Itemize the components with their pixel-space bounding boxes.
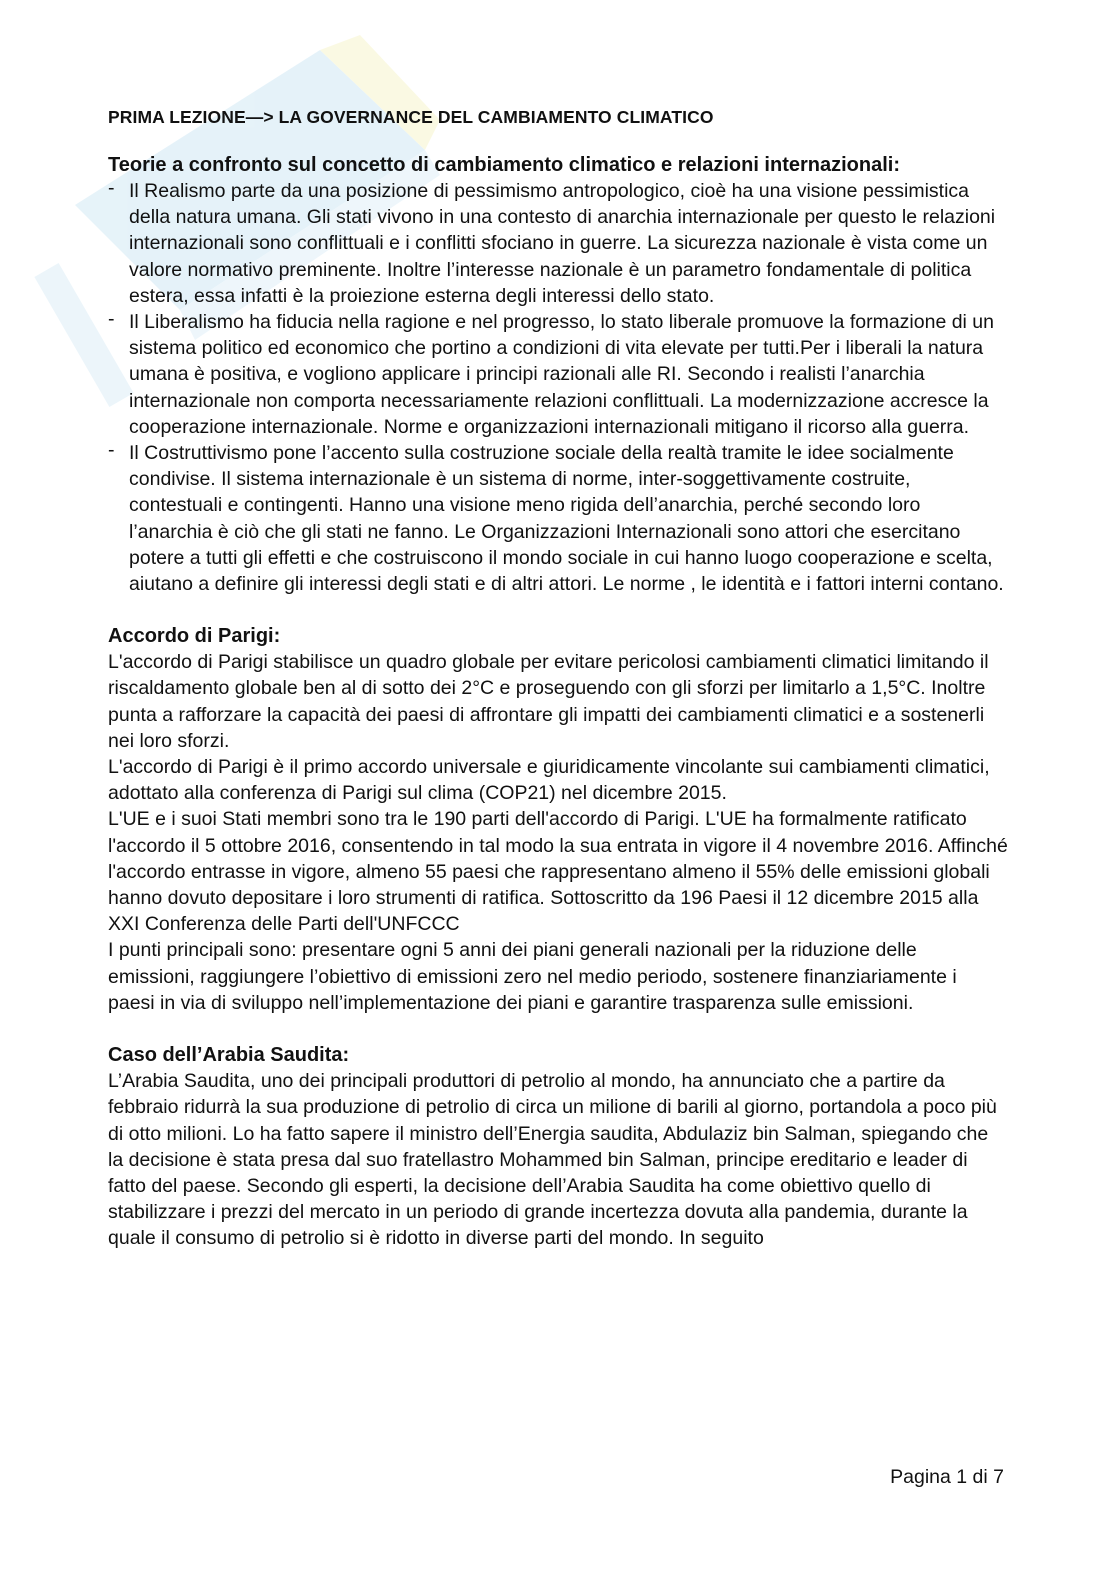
list-item bbox=[108, 309, 1008, 440]
paragraph: L'UE e i suoi Stati membri sono tra le 190 parti dell'accordo di Parigi. L'UE ha formalmente ratificato l'accordo il 5 ottobre 2016, consentendo in tal modo la sua entrata in vigore il 4 novembre 2016. Affinché l'accordo entrasse in vigore, almeno 55 paesi che rappresentano almeno il 55% delle emissioni globali hanno dovuto depositare i loro strumenti di ratifica. Sottoscritto da 196 Paesi il 12 dicembre 2015 alla XXI Conferenza delle Parti dell'UNFCCC bbox=[108, 808, 1008, 936]
section-heading-teorie: Teorie a confronto sul concetto di cambiamento climatico e relazioni internazionali: bbox=[108, 154, 900, 176]
dash-bullet-icon: - bbox=[108, 308, 115, 331]
section-heading-arabia: Caso dell’Arabia Saudita: bbox=[108, 1044, 350, 1067]
section-heading-parigi: Accordo di Parigi: bbox=[108, 625, 281, 648]
list-item-text: Il Costruttivismo pone l’accento sulla costruzione sociale della realtà tramite le idee socialmente condivise. Il sistema internazionale è un sistema di norme, inter-soggettivamente costruite, contestuali e contingenti. Hanno una visione meno rigida dell’anarchia, perché secondo loro l’anarchia è ciò che gli stati ne fanno. Le Organizzazioni Internazionali sono attori che esercitano potere a tutti gli effetti e che costruiscono il mondo sociale in cui hanno luogo cooperazione e scelta, aiutano a definire gli interessi degli stati e di altri attori. Le norme , le identità e i fattori interni contano. bbox=[129, 442, 1004, 596]
dash-bullet-icon: - bbox=[108, 177, 115, 199]
paragraph: L'accordo di Parigi è il primo accordo universale e giuridicamente vincolante sui cambiamenti climatici, adottato alla conferenza di Parigi sul clima (COP21) nel dicembre 2015. bbox=[108, 756, 990, 805]
page-title: PRIMA LEZIONE—> LA GOVERNANCE DEL CAMBIAMENTO CLIMATICO bbox=[108, 107, 714, 127]
paragraph: L'accordo di Parigi stabilisce un quadro globale per evitare pericolosi cambiamenti climatici limitando il riscaldamento globale ben al di sotto dei 2°C e proseguendo con gli sforzi per limitarlo a 1,5°C. Inoltre punta a rafforzare la capacità dei paesi di affrontare gli impatti dei cambiamenti climatici e a sostenerli nei loro sforzi. bbox=[108, 651, 989, 752]
page-number: Pagina 1 di 7 bbox=[890, 1466, 1004, 1488]
dash-bullet-icon: - bbox=[108, 439, 115, 462]
paragraph: I punti principali sono: presentare ogni 5 anni dei piani generali nazionali per la riduzione delle emissioni, raggiungere l’obiettivo di emissioni zero nel medio periodo, sostenere finanziariamente i paesi in via di sviluppo nell’implementazione dei piani e garantire trasparenza sulle emissioni. bbox=[108, 939, 957, 1014]
theories-list bbox=[108, 178, 1008, 597]
list-item bbox=[108, 440, 1008, 597]
document-page bbox=[108, 104, 1008, 1252]
list-item-text: Il Liberalismo ha fiducia nella ragione e nel progresso, lo stato liberale promuove la formazione di un sistema politico ed economico che portino a condizioni di vita elevate per tutti.Per i liberali la natura umana è positiva, e vogliono applicare i principi razionali alle RI. Secondo i realisti l’anarchia internazionale non comporta necessariamente relazioni conflittuali. La modernizzazione accresce la cooperazione internazionale. Norme e organizzazioni internazionali mitigano il ricorso alla guerra. bbox=[129, 311, 994, 438]
list-item bbox=[108, 178, 1008, 309]
paragraph: L’Arabia Saudita, uno dei principali produttori di petrolio al mondo, ha annunciato che a partire da febbraio ridurrà la sua produzione di petrolio di circa un milione di barili al giorno, portandola a poco più di otto milioni. Lo ha fatto sapere il ministro dell’Energia saudita, Abdulaziz bin Salman, spiegando che la decisione è stata presa dal suo fratellastro Mohammed bin Salman, principe ereditario e leader di fatto del paese. Secondo gli esperti, la decisione dell’Arabia Saudita ha come obiettivo quello di stabilizzare i prezzi del mercato in un periodo di grande incertezza dovuta alla pandemia, durante la quale il consumo di petrolio si è ridotto in diverse parti del mondo. In seguito bbox=[108, 1070, 997, 1250]
list-item-text: Il Realismo parte da una posizione di pessimismo antropologico, cioè ha una visione pessimistica della natura umana. Gli stati vivono in una contesto di anarchia internazionale per questo le relazioni internazionali sono conflittuali e i conflitti sfociano in guerre. La sicurezza nazionale è vista come un valore normativo preminente. Inoltre l’interesse nazionale è un parametro fondamentale di politica estera, essa infatti è la proiezione esterna degli interessi dello stato. bbox=[129, 180, 996, 307]
